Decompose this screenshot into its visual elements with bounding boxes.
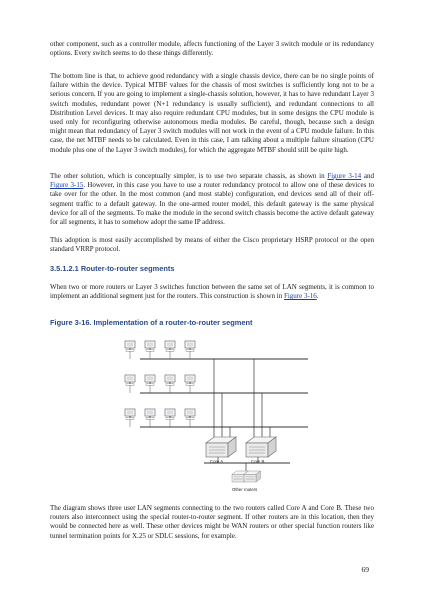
paragraph-hsrp-vrrp bbox=[50, 236, 374, 254]
paragraph-text: The diagram shows three user LAN segments connecting to the two routers called Core A and Core B. These two routers also interconnect using the special router-to-router segment. If other routers are in this location, then they would be connected here as well. These other devices might be WAN routers or other special function routers like tunnel termination points for X.25 or SDLC sessions, for example. bbox=[50, 504, 374, 540]
page-number: 69 bbox=[361, 565, 369, 574]
lan-segment-1-pcs bbox=[125, 341, 195, 351]
paragraph-text: When two or more routers or Layer 3 switches function between the same set of LAN segments, it is common to implement an additional segment just for the routers. This construction is shown in Figure 3-16. bbox=[50, 283, 374, 301]
section-heading: 3.5.1.2.1 Router-to-router segments bbox=[50, 264, 175, 273]
router-segment-diagram bbox=[118, 333, 314, 495]
lan-segment-3-pcs bbox=[125, 409, 195, 419]
paragraph-router-segment bbox=[50, 283, 374, 301]
figure-3-15-link[interactable]: Figure 3-15 bbox=[50, 181, 84, 190]
core-b-router bbox=[246, 437, 276, 457]
figure-3-14-link[interactable]: Figure 3-14 bbox=[327, 172, 362, 180]
other-routers-label: Other routers bbox=[232, 487, 258, 492]
core-a-router bbox=[206, 437, 236, 457]
figure-caption: Figure 3-16. Implementation of a router-to-router segment bbox=[50, 318, 253, 327]
paragraph-text: The other solution, which is conceptually simpler, is to use two separate chassis, as shown in Figure 3-14 and Figure 3-15. However, in this case you have to use a router redundancy protocol to allow one of these devices to take over for the other. In the most common (and most stable) configuration, end devices send all of their off-segment traffic to a default gateway. In the one-armed router model, this default gateway is the same physical device for all of the segments. To make the module in the second switch chassis become the active default gateway for all segments, it has to somehow adopt the same IP address. bbox=[50, 172, 374, 227]
paragraph-text: The bottom line is that, to achieve good redundancy with a single chassis device, there can be no single points of failure within the device. Typical MTBF values for the chassis of most switches is sufficiently long not to be a serious concern. If you are going to implement a single-chassis solution, however, it has to have redundant Layer 3 switch modules, redundant power (N+1 redundancy is usually sufficient), and redundant connections to all Distribution Level devices. It may also require redundant CPU modules, but in some designs the CPU module is used only for reconfiguring otherwise autonomous media modules. Be careful, though, because such a design might mean that redundancy of Layer 3 switch modules will not work in the event of a CPU module failure. In this case, the net MTBF needs to be calculated. Even in this case, I am talking about a multiple failure situation (CPU module plus one of the Layer 3 switch modules), for which the aggregate MTBF should still be quite high. bbox=[50, 72, 374, 154]
core-a-label: Core A bbox=[210, 459, 224, 464]
core-b-label: Core B bbox=[251, 459, 265, 464]
lan-segment-2-pcs bbox=[125, 375, 195, 385]
other-routers bbox=[232, 471, 261, 482]
figure-3-16-link[interactable]: Figure 3-16 bbox=[283, 292, 317, 301]
paragraph-redundancy-options bbox=[50, 40, 374, 58]
paragraph-diagram-description bbox=[50, 504, 374, 541]
paragraph-text: This adoption is most easily accomplished by means of either the Cisco proprietary HSRP protocol or the open standard VRRP protocol. bbox=[50, 236, 374, 254]
paragraph-text: other component, such as a controller module, affects functioning of the Layer 3 switch module or its redundancy options. Every switch seems to do these things differently. bbox=[50, 40, 374, 58]
paragraph-two-chassis bbox=[50, 172, 374, 227]
paragraph-bottom-line bbox=[50, 72, 374, 155]
